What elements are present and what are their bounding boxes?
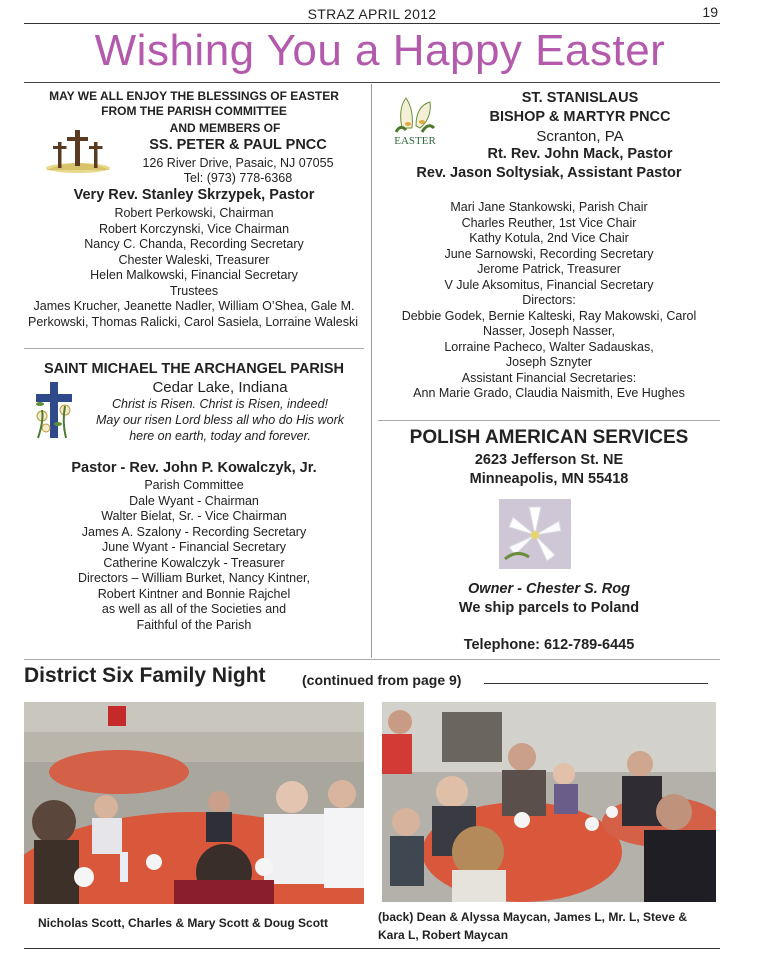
peter-paul-address: 126 River Drive, Pasaic, NJ 07055	[142, 156, 334, 170]
family-night-caption-right-line2: Kara L, Robert Maycan	[378, 928, 509, 942]
committee-member: James A. Szalony - Recording Secretary	[81, 524, 307, 539]
family-night-caption-right-line1: (back) Dean & Alyssa Maycan, James L, Mr. L, Steve &	[378, 910, 688, 924]
lily-flower-photo	[499, 499, 571, 569]
committee-member: Walter Bielat, Sr. - Vice Chairman	[101, 509, 287, 523]
st-stanislaus-name: ST. STANISLAUS	[521, 90, 639, 106]
peter-paul-committee	[24, 206, 364, 330]
committee-member: Catherine Kowalczyk - Treasurer	[103, 555, 285, 570]
family-night-caption-left: Nicholas Scott, Charles & Mary Scott & Doug Scott	[38, 916, 329, 930]
committee-member: Charles Reuther, 1st Vice Chair	[461, 215, 637, 230]
polish-american-tagline: We ship parcels to Poland	[458, 600, 640, 616]
peter-paul-telephone: Tel: (973) 778-6368	[183, 171, 293, 185]
left-section-rule	[24, 348, 364, 349]
committee-member: Nancy C. Chanda, Recording Secretary	[84, 237, 304, 251]
committee-member: Dale Wyant - Chairman	[129, 493, 259, 508]
polish-american-telephone: Telephone: 612-789-6445	[463, 637, 635, 653]
st-michael-committee	[24, 478, 364, 633]
committee-member: Directors – William Burket, Nancy Kintner,	[77, 571, 310, 585]
family-night-title-rule	[484, 683, 708, 684]
column-divider	[371, 84, 372, 658]
headline-rule	[24, 82, 720, 83]
committee-member: Robert Perkowski, Chairman	[114, 206, 274, 220]
polish-american-owner: Owner - Chester S. Rog	[468, 581, 630, 597]
committee-member: Trustees	[169, 283, 219, 298]
committee-member: Joseph Sznyter	[505, 355, 593, 369]
page-number: 19	[702, 4, 718, 20]
polish-american-city: Minneapolis, MN 55418	[469, 471, 629, 487]
family-night-top-rule	[24, 659, 720, 660]
bottom-rule	[24, 948, 720, 949]
committee-member: Nasser, Joseph Nasser,	[482, 324, 615, 338]
committee-member: Robert Kintner and Bonnie Rajchel	[97, 586, 291, 601]
st-michael-title: SAINT MICHAEL THE ARCHANGEL PARISH	[44, 361, 344, 377]
committee-member: Mari Jane Stankowski, Parish Chair	[450, 200, 648, 214]
easter-lily-icon	[392, 94, 438, 146]
family-night-title: District Six Family Night	[24, 664, 266, 687]
right-section-rule	[378, 420, 720, 421]
polish-american-street: 2623 Jefferson St. NE	[474, 452, 624, 468]
committee-member: June Wyant - Financial Secretary	[102, 540, 286, 554]
masthead	[24, 6, 720, 24]
st-michael-message: May our risen Lord bless all who do His work	[95, 413, 345, 427]
committee-member: as well as all of the Societies and	[101, 602, 287, 616]
committee-member: Helen Malkowski, Financial Secretary	[90, 268, 298, 282]
committee-member: Parish Committee	[144, 478, 244, 492]
committee-member: Assistant Financial Secretaries:	[461, 370, 637, 385]
committee-member: Directors:	[522, 293, 576, 307]
committee-member: Lorraine Pacheco, Walter Sadauskas,	[444, 339, 654, 354]
peter-paul-greeting-1: MAY WE ALL ENJOY THE BLESSINGS OF EASTER	[49, 89, 339, 103]
st-stanislaus-location: Scranton, PA	[536, 128, 624, 145]
committee-member: Kathy Kotula, 2nd Vice Chair	[469, 231, 629, 245]
trustees-line: Perkowski, Thomas Ralicki, Carol Sasiela, Lorraine Waleski	[28, 314, 358, 329]
committee-member: Debbie Godek, Bernie Kalteski, Ray Makowski, Carol	[401, 308, 697, 323]
polish-american-title: POLISH AMERICAN SERVICES	[409, 427, 689, 448]
committee-member: Chester Waleski, Treasurer	[118, 252, 270, 267]
family-night-photo-left	[24, 702, 364, 904]
committee-member: Faithful of the Parish	[136, 617, 252, 632]
family-night-photo-right	[382, 702, 716, 902]
family-night-continued: (continued from page 9)	[302, 672, 462, 688]
committee-member: V Jule Aksomitus, Financial Secretary	[444, 277, 654, 292]
committee-member: Robert Korczynski, Vice Chairman	[98, 221, 290, 236]
st-michael-pastor: Pastor - Rev. John P. Kowalczyk, Jr.	[71, 460, 317, 476]
st-michael-message: Christ is Risen. Christ is Risen, indeed!	[111, 397, 329, 411]
committee-member: Jerome Patrick, Treasurer	[477, 262, 621, 276]
easter-lily-cross-icon	[32, 380, 76, 440]
peter-paul-greeting-3: AND MEMBERS OF	[169, 121, 281, 135]
committee-member: June Sarnowski, Recording Secretary	[444, 246, 654, 261]
st-stanislaus-name: BISHOP & MARTYR PNCC	[489, 109, 671, 125]
easter-icon-label: EASTER	[394, 135, 436, 146]
st-stanislaus-assistant-pastor: Rev. Jason Soltysiak, Assistant Pastor	[416, 165, 682, 181]
trustees-line: James Krucher, Jeanette Nadler, William O’Shea, Gale M.	[33, 299, 355, 313]
peter-paul-greeting-2: FROM THE PARISH COMMITTEE	[101, 104, 287, 118]
st-michael-location: Cedar Lake, Indiana	[152, 379, 288, 396]
committee-member: Ann Marie Grado, Claudia Naismith, Eve Hughes	[413, 386, 685, 400]
st-stanislaus-committee	[378, 200, 720, 402]
peter-paul-pastor: Very Rev. Stanley Skrzypek, Pastor	[73, 187, 315, 203]
st-michael-message: here on earth, today and forever.	[129, 429, 311, 443]
page-headline: Wishing You a Happy Easter	[94, 26, 666, 75]
st-stanislaus-pastor: Rt. Rev. John Mack, Pastor	[487, 146, 673, 162]
publication-name: STRAZ APRIL 2012	[307, 6, 437, 22]
peter-paul-church-name: SS. PETER & PAUL PNCC	[149, 137, 327, 153]
